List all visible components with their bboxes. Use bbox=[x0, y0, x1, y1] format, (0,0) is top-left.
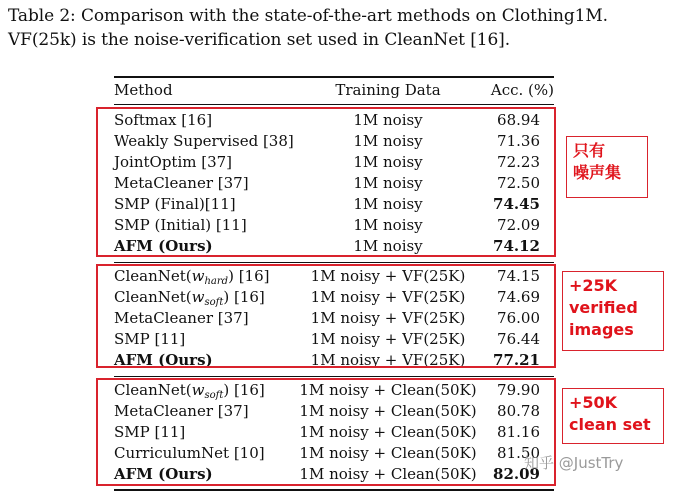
annotation-text: +25K bbox=[569, 276, 618, 295]
highlight-box-noisy-only bbox=[96, 107, 556, 257]
row-method: $CleanNet(w_{hard})$ [16] bbox=[114, 267, 270, 287]
annotation-text: 只有 bbox=[573, 141, 606, 160]
header-accuracy: Acc. (%) bbox=[490, 81, 554, 99]
row-method: AFM (Ours) bbox=[114, 465, 213, 483]
row-training-data: 1M noisy bbox=[353, 132, 423, 150]
row-accuracy: 68.94 bbox=[497, 111, 540, 129]
annotation-text: +50K bbox=[569, 393, 618, 412]
row-accuracy: 77.21 bbox=[493, 351, 540, 369]
row-method: $CleanNet(w_{soft})$ [16] bbox=[114, 381, 265, 401]
row-training-data: 1M noisy + Clean(50K) bbox=[299, 381, 477, 399]
top-rule bbox=[114, 76, 554, 78]
annotation-text: 噪声集 bbox=[573, 163, 622, 182]
highlight-box-clean bbox=[96, 378, 556, 486]
row-training-data: 1M noisy + VF(25K) bbox=[310, 288, 466, 306]
row-training-data: 1M noisy bbox=[353, 174, 423, 192]
row-accuracy: 76.44 bbox=[497, 330, 540, 348]
row-accuracy: 74.45 bbox=[493, 195, 540, 213]
row-training-data: 1M noisy + Clean(50K) bbox=[299, 465, 477, 483]
row-method: $CleanNet(w_{soft})$ [16] bbox=[114, 288, 265, 308]
table-caption: Table 2: Comparison with the state-of-the-art methods on Clothing1M. VF(25k) is the noise-verification set used in CleanNet [16]. bbox=[8, 6, 608, 50]
row-method: AFM (Ours) bbox=[114, 237, 213, 255]
row-accuracy: 81.16 bbox=[497, 423, 540, 441]
row-training-data: 1M noisy + VF(25K) bbox=[310, 267, 466, 285]
row-accuracy: 72.09 bbox=[497, 216, 540, 234]
group-rule bbox=[114, 376, 554, 377]
row-method: SMP (Initial) [11] bbox=[114, 216, 247, 234]
row-method: SMP (Final)[11] bbox=[114, 195, 236, 213]
row-method: AFM (Ours) bbox=[114, 351, 213, 369]
row-accuracy: 72.23 bbox=[497, 153, 540, 171]
row-training-data: 1M noisy bbox=[353, 216, 423, 234]
row-training-data: 1M noisy + Clean(50K) bbox=[299, 423, 477, 441]
table-header bbox=[0, 80, 676, 100]
annotation-text: clean set bbox=[569, 415, 651, 434]
header-rule bbox=[114, 104, 554, 105]
row-accuracy: 71.36 bbox=[497, 132, 540, 150]
row-training-data: 1M noisy + VF(25K) bbox=[310, 309, 466, 327]
row-method: MetaCleaner [37] bbox=[114, 309, 249, 327]
highlight-box-verified bbox=[96, 264, 556, 368]
annotation-noisy-only bbox=[566, 136, 648, 198]
row-training-data: 1M noisy bbox=[353, 153, 423, 171]
row-training-data: 1M noisy + Clean(50K) bbox=[299, 444, 477, 462]
header-training-data: Training Data bbox=[335, 81, 441, 99]
row-training-data: 1M noisy + VF(25K) bbox=[310, 330, 466, 348]
row-method: CurriculumNet [10] bbox=[114, 444, 265, 462]
watermark: 知乎 @JustTry bbox=[524, 454, 624, 472]
row-training-data: 1M noisy bbox=[353, 111, 423, 129]
row-accuracy: 82.09 bbox=[493, 465, 540, 483]
bottom-rule bbox=[114, 489, 554, 491]
row-method: Softmax [16] bbox=[114, 111, 213, 129]
row-method: SMP [11] bbox=[114, 330, 186, 348]
annotation-verified bbox=[562, 271, 664, 351]
row-training-data: 1M noisy bbox=[353, 237, 423, 255]
row-method: MetaCleaner [37] bbox=[114, 402, 249, 420]
row-accuracy: 81.50 bbox=[497, 444, 540, 462]
row-accuracy: 79.90 bbox=[497, 381, 540, 399]
row-accuracy: 80.78 bbox=[497, 402, 540, 420]
row-training-data: 1M noisy bbox=[353, 195, 423, 213]
row-accuracy: 76.00 bbox=[497, 309, 540, 327]
row-method: Weakly Supervised [38] bbox=[114, 132, 294, 150]
annotation-clean bbox=[562, 388, 664, 444]
row-accuracy: 74.69 bbox=[497, 288, 540, 306]
annotation-text: verified bbox=[569, 298, 638, 317]
annotation-text: images bbox=[569, 320, 634, 339]
row-accuracy: 72.50 bbox=[497, 174, 540, 192]
row-accuracy: 74.15 bbox=[497, 267, 540, 285]
row-training-data: 1M noisy + VF(25K) bbox=[310, 351, 466, 369]
row-method: JointOptim [37] bbox=[114, 153, 233, 171]
row-accuracy: 74.12 bbox=[493, 237, 540, 255]
row-training-data: 1M noisy + Clean(50K) bbox=[299, 402, 477, 420]
group-rule bbox=[114, 262, 554, 263]
row-method: MetaCleaner [37] bbox=[114, 174, 249, 192]
header-method: Method bbox=[114, 81, 173, 99]
row-method: SMP [11] bbox=[114, 423, 186, 441]
